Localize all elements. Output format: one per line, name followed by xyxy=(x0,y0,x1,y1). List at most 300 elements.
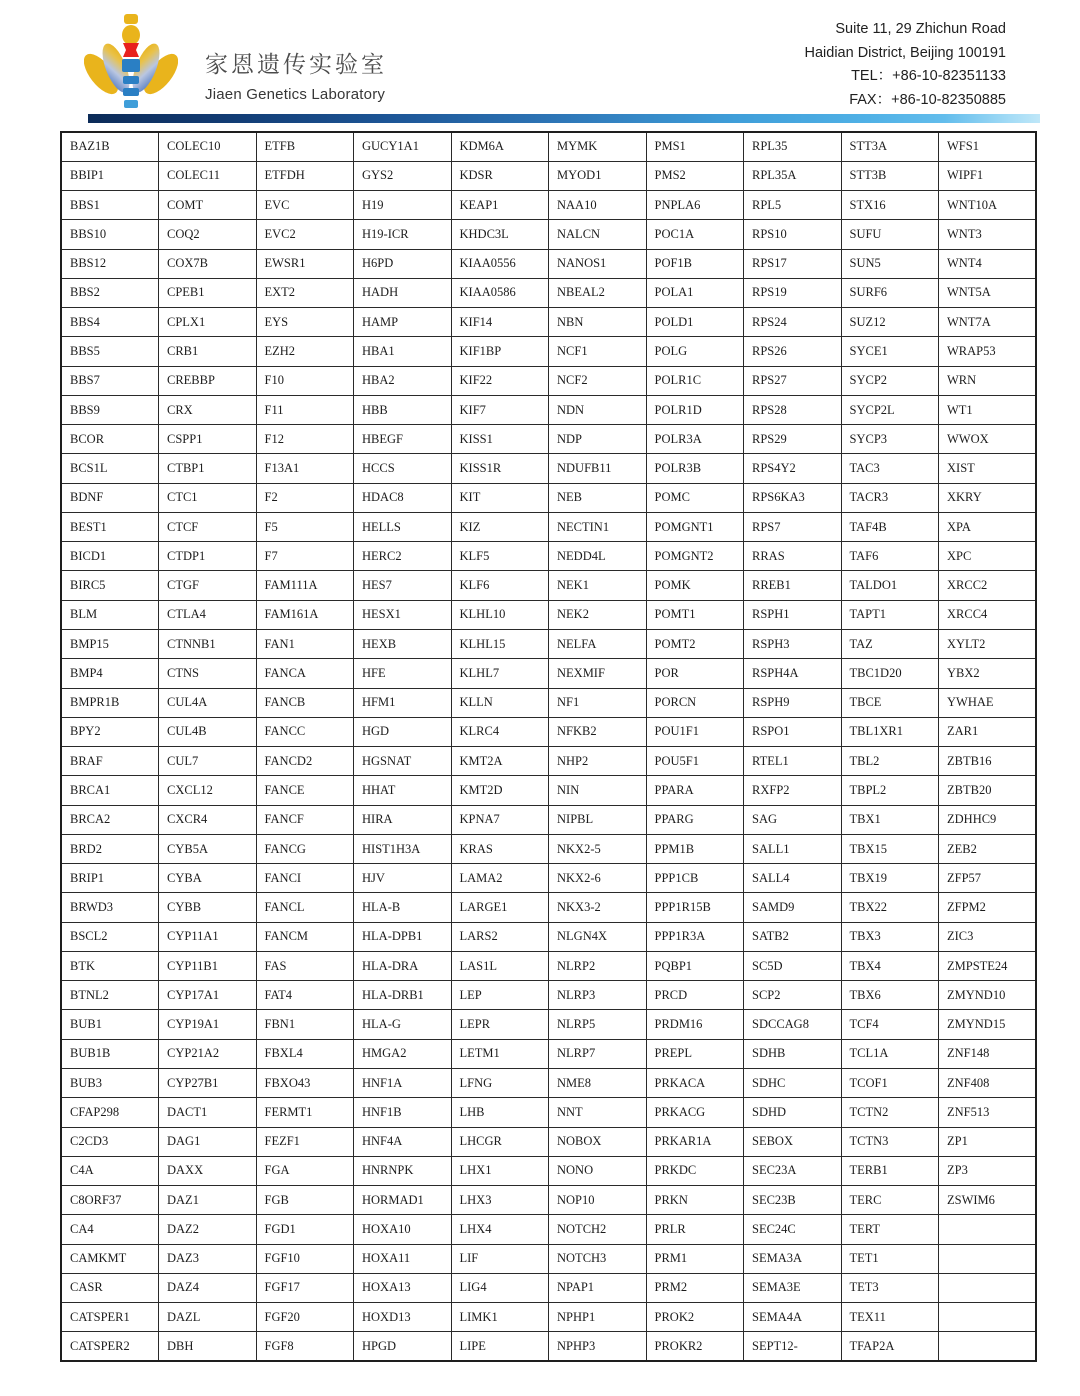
gene-cell: RSPH1 xyxy=(744,600,842,629)
table-row xyxy=(61,981,1036,1010)
gene-cell: PRKACA xyxy=(646,1069,744,1098)
gene-cell: WT1 xyxy=(939,395,1037,424)
table-row xyxy=(61,395,1036,424)
gene-cell: LHX1 xyxy=(451,1156,549,1185)
gene-cell: FGB xyxy=(256,1186,354,1215)
gene-cell: CATSPER2 xyxy=(61,1332,159,1361)
gene-cell: EWSR1 xyxy=(256,249,354,278)
gene-cell: TERB1 xyxy=(841,1156,939,1185)
gene-cell: ZMYND10 xyxy=(939,981,1037,1010)
gene-cell: KLRC4 xyxy=(451,717,549,746)
gene-cell: NELFA xyxy=(549,630,647,659)
gene-cell: ETFB xyxy=(256,132,354,161)
gene-cell: COLEC11 xyxy=(159,161,257,190)
gene-cell: LHCGR xyxy=(451,1127,549,1156)
gene-cell: PPP1CB xyxy=(646,864,744,893)
gene-cell: PRKACG xyxy=(646,1098,744,1127)
contact-tel: TEL：+86-10-82351133 xyxy=(851,68,1006,84)
gene-cell: F11 xyxy=(256,395,354,424)
gene-cell: BBS2 xyxy=(61,278,159,307)
table-row xyxy=(61,834,1036,863)
gene-cell: CXCL12 xyxy=(159,776,257,805)
gene-cell: NHP2 xyxy=(549,747,647,776)
gene-cell: KEAP1 xyxy=(451,191,549,220)
gene-cell: TBX6 xyxy=(841,981,939,1010)
gene-cell: HES7 xyxy=(354,571,452,600)
gene-cell: BMP15 xyxy=(61,630,159,659)
gene-cell: ZEB2 xyxy=(939,834,1037,863)
gene-cell: PRKN xyxy=(646,1186,744,1215)
gene-cell: KLHL7 xyxy=(451,659,549,688)
gene-cell: XRCC2 xyxy=(939,571,1037,600)
table-row xyxy=(61,922,1036,951)
table-row xyxy=(61,1273,1036,1302)
table-row xyxy=(61,425,1036,454)
gene-cell: FAN1 xyxy=(256,630,354,659)
gene-cell: KIF22 xyxy=(451,366,549,395)
gene-cell: POR xyxy=(646,659,744,688)
gene-cell: TALDO1 xyxy=(841,571,939,600)
table-row xyxy=(61,278,1036,307)
gene-cell: BTNL2 xyxy=(61,981,159,1010)
gene-cell: TAZ xyxy=(841,630,939,659)
gene-cell: ZMPSTE24 xyxy=(939,951,1037,980)
gene-cell: XPA xyxy=(939,512,1037,541)
gene-cell: CYB5A xyxy=(159,834,257,863)
gene-cell: TERT xyxy=(841,1215,939,1244)
gene-cell: CREBBP xyxy=(159,366,257,395)
gene-cell: NIN xyxy=(549,776,647,805)
gene-cell: HFE xyxy=(354,659,452,688)
gene-cell: DBH xyxy=(159,1332,257,1361)
gene-cell: CRB1 xyxy=(159,337,257,366)
gene-cell: POMK xyxy=(646,571,744,600)
gene-cell: BRCA2 xyxy=(61,805,159,834)
table-row xyxy=(61,1039,1036,1068)
gene-cell: ZDHHC9 xyxy=(939,805,1037,834)
gene-cell: RPS10 xyxy=(744,220,842,249)
gene-cell: XPC xyxy=(939,542,1037,571)
gene-cell: PRCD xyxy=(646,981,744,1010)
gene-cell: KLF5 xyxy=(451,542,549,571)
gene-cell: HLA-DPB1 xyxy=(354,922,452,951)
gene-cell: HBEGF xyxy=(354,425,452,454)
gene-cell: RSPH3 xyxy=(744,630,842,659)
gene-cell: HEXB xyxy=(354,630,452,659)
gene-cell: RXFP2 xyxy=(744,776,842,805)
table-row xyxy=(61,688,1036,717)
gene-cell: BRIP1 xyxy=(61,864,159,893)
gene-cell: C4A xyxy=(61,1156,159,1185)
gene-cell: TBL2 xyxy=(841,747,939,776)
gene-cell: PPP1R3A xyxy=(646,922,744,951)
gene-cell: LIF xyxy=(451,1244,549,1273)
gene-cell: POF1B xyxy=(646,249,744,278)
gene-cell: TCTN3 xyxy=(841,1127,939,1156)
gene-cell: TACR3 xyxy=(841,483,939,512)
gene-cell: WRN xyxy=(939,366,1037,395)
gene-cell: TFAP2A xyxy=(841,1332,939,1361)
gene-cell: RPS27 xyxy=(744,366,842,395)
gene-cell: ZFP57 xyxy=(939,864,1037,893)
gene-cell: SC5D xyxy=(744,951,842,980)
gene-cell: FANCB xyxy=(256,688,354,717)
gene-cell: FANCG xyxy=(256,834,354,863)
gene-cell: POMC xyxy=(646,483,744,512)
gene-cell: KIF1BP xyxy=(451,337,549,366)
gene-cell: CTNNB1 xyxy=(159,630,257,659)
gene-cell: RPL5 xyxy=(744,191,842,220)
gene-cell: TBX15 xyxy=(841,834,939,863)
gene-cell: SEMA4A xyxy=(744,1303,842,1332)
gene-cell: RPL35A xyxy=(744,161,842,190)
gene-cell: GYS2 xyxy=(354,161,452,190)
gene-cell: BBS1 xyxy=(61,191,159,220)
gene-cell: NFKB2 xyxy=(549,717,647,746)
table-row xyxy=(61,1244,1036,1273)
gene-cell: POMGNT2 xyxy=(646,542,744,571)
gene-cell: KMT2A xyxy=(451,747,549,776)
gene-cell: PQBP1 xyxy=(646,951,744,980)
table-row xyxy=(61,220,1036,249)
gene-cell: BBS12 xyxy=(61,249,159,278)
gene-cell: POU5F1 xyxy=(646,747,744,776)
gene-cell: LARS2 xyxy=(451,922,549,951)
gene-cell: NBEAL2 xyxy=(549,278,647,307)
gene-cell: CYP27B1 xyxy=(159,1069,257,1098)
empty-cell xyxy=(939,1244,1037,1273)
gene-cell: NCF1 xyxy=(549,337,647,366)
gene-cell: F2 xyxy=(256,483,354,512)
gene-cell: FGF10 xyxy=(256,1244,354,1273)
gene-cell: TBPL2 xyxy=(841,776,939,805)
gene-cell: F5 xyxy=(256,512,354,541)
gene-cell: BCOR xyxy=(61,425,159,454)
gene-cell: NPAP1 xyxy=(549,1273,647,1302)
gene-cell: PNPLA6 xyxy=(646,191,744,220)
gene-cell: PORCN xyxy=(646,688,744,717)
gene-cell: CTDP1 xyxy=(159,542,257,571)
table-row xyxy=(61,454,1036,483)
gene-cell: NANOS1 xyxy=(549,249,647,278)
gene-cell: HLA-DRB1 xyxy=(354,981,452,1010)
gene-cell: SYCE1 xyxy=(841,337,939,366)
gene-cell: CYBA xyxy=(159,864,257,893)
gene-cell: CYBB xyxy=(159,893,257,922)
org-name-english: Jiaen Genetics Laboratory xyxy=(205,86,386,103)
gene-cell: NEXMIF xyxy=(549,659,647,688)
gene-cell: KIZ xyxy=(451,512,549,541)
gene-cell: HOXA11 xyxy=(354,1244,452,1273)
gene-cell: POLR3A xyxy=(646,425,744,454)
table-row xyxy=(61,249,1036,278)
gene-cell: FAM161A xyxy=(256,600,354,629)
gene-cell: SEPT12- xyxy=(744,1332,842,1361)
gene-cell: KLHL15 xyxy=(451,630,549,659)
gene-cell: NALCN xyxy=(549,220,647,249)
gene-cell: TEX11 xyxy=(841,1303,939,1332)
gene-cell: TCL1A xyxy=(841,1039,939,1068)
gene-cell: POMT1 xyxy=(646,600,744,629)
gene-cell: HNF1A xyxy=(354,1069,452,1098)
table-row xyxy=(61,1098,1036,1127)
gene-cell: FANCD2 xyxy=(256,747,354,776)
gene-cell: CYP11B1 xyxy=(159,951,257,980)
gene-cell: BIRC5 xyxy=(61,571,159,600)
gene-cell: SDHD xyxy=(744,1098,842,1127)
gene-cell: NEDD4L xyxy=(549,542,647,571)
gene-cell: WNT3 xyxy=(939,220,1037,249)
gene-table xyxy=(60,131,1037,1362)
gene-cell: NF1 xyxy=(549,688,647,717)
gene-cell: DAZ1 xyxy=(159,1186,257,1215)
gene-cell: CATSPER1 xyxy=(61,1303,159,1332)
gene-cell: HGD xyxy=(354,717,452,746)
table-row xyxy=(61,659,1036,688)
gene-cell: TERC xyxy=(841,1186,939,1215)
gene-cell: HFM1 xyxy=(354,688,452,717)
gene-cell: COLEC10 xyxy=(159,132,257,161)
gene-cell: NPHP1 xyxy=(549,1303,647,1332)
gene-cell: HBB xyxy=(354,395,452,424)
gene-cell: BBS9 xyxy=(61,395,159,424)
gene-cell: LARGE1 xyxy=(451,893,549,922)
gene-cell: RPS29 xyxy=(744,425,842,454)
gene-cell: NDUFB11 xyxy=(549,454,647,483)
gene-cell: NOBOX xyxy=(549,1127,647,1156)
gene-cell: C8ORF37 xyxy=(61,1186,159,1215)
gene-cell: HHAT xyxy=(354,776,452,805)
gene-cell: ZNF148 xyxy=(939,1039,1037,1068)
gene-cell: TBL1XR1 xyxy=(841,717,939,746)
gene-cell: MYOD1 xyxy=(549,161,647,190)
gene-cell: BBS7 xyxy=(61,366,159,395)
gene-cell: BLM xyxy=(61,600,159,629)
gene-cell: NCF2 xyxy=(549,366,647,395)
contact-address-line2: Haidian District, Beijing 100191 xyxy=(804,44,1006,61)
gene-cell: PRDM16 xyxy=(646,1010,744,1039)
gene-cell: PROKR2 xyxy=(646,1332,744,1361)
gene-cell: KDM6A xyxy=(451,132,549,161)
gene-cell: NECTIN1 xyxy=(549,512,647,541)
gene-cell: KIF7 xyxy=(451,395,549,424)
table-row xyxy=(61,337,1036,366)
gene-cell: ETFDH xyxy=(256,161,354,190)
gene-cell: BUB1 xyxy=(61,1010,159,1039)
gene-cell: HBA2 xyxy=(354,366,452,395)
gene-cell: HAMP xyxy=(354,308,452,337)
gene-cell: RPS28 xyxy=(744,395,842,424)
gene-cell: HNF4A xyxy=(354,1127,452,1156)
gene-cell: FAS xyxy=(256,951,354,980)
gene-cell: SEC23B xyxy=(744,1186,842,1215)
gene-cell: RPS6KA3 xyxy=(744,483,842,512)
gene-cell: BBS5 xyxy=(61,337,159,366)
gene-cell: FANCI xyxy=(256,864,354,893)
gene-cell: COQ2 xyxy=(159,220,257,249)
gene-cell: CPEB1 xyxy=(159,278,257,307)
gene-cell: KISS1 xyxy=(451,425,549,454)
gene-cell: NME8 xyxy=(549,1069,647,1098)
gene-cell: RPL35 xyxy=(744,132,842,161)
gene-cell: EVC xyxy=(256,191,354,220)
gene-cell: F12 xyxy=(256,425,354,454)
gene-cell: RTEL1 xyxy=(744,747,842,776)
gene-cell: POLR3B xyxy=(646,454,744,483)
gene-cell: FBN1 xyxy=(256,1010,354,1039)
gene-cell: HCCS xyxy=(354,454,452,483)
gene-cell: DAG1 xyxy=(159,1127,257,1156)
table-row xyxy=(61,1010,1036,1039)
gene-cell: NLGN4X xyxy=(549,922,647,951)
gene-cell: FBXO43 xyxy=(256,1069,354,1098)
table-row xyxy=(61,717,1036,746)
gene-cell: STT3B xyxy=(841,161,939,190)
gene-cell: C2CD3 xyxy=(61,1127,159,1156)
gene-cell: WIPF1 xyxy=(939,161,1037,190)
table-row xyxy=(61,1215,1036,1244)
gene-cell: TCOF1 xyxy=(841,1069,939,1098)
gene-cell: LHX3 xyxy=(451,1186,549,1215)
gene-cell: HIRA xyxy=(354,805,452,834)
gene-cell: RSPH9 xyxy=(744,688,842,717)
gene-cell: ZNF513 xyxy=(939,1098,1037,1127)
gene-cell: ZMYND15 xyxy=(939,1010,1037,1039)
gene-cell: HLA-DRA xyxy=(354,951,452,980)
gene-cell: BRCA1 xyxy=(61,776,159,805)
gene-cell: CYP19A1 xyxy=(159,1010,257,1039)
table-row xyxy=(61,1156,1036,1185)
gene-cell: FGF20 xyxy=(256,1303,354,1332)
gene-cell: POMGNT1 xyxy=(646,512,744,541)
gene-cell: FGF8 xyxy=(256,1332,354,1361)
gene-cell: PPP1R15B xyxy=(646,893,744,922)
gene-cell: RSPH4A xyxy=(744,659,842,688)
gene-cell: NOTCH2 xyxy=(549,1215,647,1244)
gene-cell: BMP4 xyxy=(61,659,159,688)
gene-cell: DAXX xyxy=(159,1156,257,1185)
gene-cell: FGD1 xyxy=(256,1215,354,1244)
gene-cell: ZP3 xyxy=(939,1156,1037,1185)
gene-cell: EZH2 xyxy=(256,337,354,366)
gene-cell: TAPT1 xyxy=(841,600,939,629)
gene-cell: WNT10A xyxy=(939,191,1037,220)
gene-cell: PPM1B xyxy=(646,834,744,863)
gene-cell: FAM111A xyxy=(256,571,354,600)
gene-cell: STX16 xyxy=(841,191,939,220)
gene-cell: RPS4Y2 xyxy=(744,454,842,483)
gene-cell: DAZ4 xyxy=(159,1273,257,1302)
gene-cell: NKX2-5 xyxy=(549,834,647,863)
gene-cell: SEMA3E xyxy=(744,1273,842,1302)
gene-cell: TBC1D20 xyxy=(841,659,939,688)
gene-cell: SYCP3 xyxy=(841,425,939,454)
table-row xyxy=(61,366,1036,395)
org-names xyxy=(205,46,387,103)
gene-cell: HJV xyxy=(354,864,452,893)
gene-cell: F7 xyxy=(256,542,354,571)
gene-cell: POLR1D xyxy=(646,395,744,424)
gene-cell: CTCF xyxy=(159,512,257,541)
gene-cell: BRD2 xyxy=(61,834,159,863)
table-row xyxy=(61,864,1036,893)
table-row xyxy=(61,512,1036,541)
gene-cell: SUN5 xyxy=(841,249,939,278)
gene-cell: HIST1H3A xyxy=(354,834,452,863)
gene-cell: FEZF1 xyxy=(256,1127,354,1156)
gene-cell: HDAC8 xyxy=(354,483,452,512)
table-row xyxy=(61,571,1036,600)
gene-cell: DAZ3 xyxy=(159,1244,257,1273)
gene-cell: F13A1 xyxy=(256,454,354,483)
gene-cell: BICD1 xyxy=(61,542,159,571)
gene-cell: CXCR4 xyxy=(159,805,257,834)
gene-cell: NLRP3 xyxy=(549,981,647,1010)
gene-cell: BBS4 xyxy=(61,308,159,337)
gene-cell: ZIC3 xyxy=(939,922,1037,951)
gene-cell: CTBP1 xyxy=(159,454,257,483)
gene-cell: FANCA xyxy=(256,659,354,688)
gene-cell: SCP2 xyxy=(744,981,842,1010)
gene-cell: NLRP2 xyxy=(549,951,647,980)
gene-cell: XRCC4 xyxy=(939,600,1037,629)
gene-cell: SEC24C xyxy=(744,1215,842,1244)
gene-cell: CA4 xyxy=(61,1215,159,1244)
gene-cell: TET1 xyxy=(841,1244,939,1273)
gene-cell: PRM2 xyxy=(646,1273,744,1302)
gene-cell: COMT xyxy=(159,191,257,220)
gene-cell: RPS24 xyxy=(744,308,842,337)
gene-cell: WRAP53 xyxy=(939,337,1037,366)
gene-cell: SUZ12 xyxy=(841,308,939,337)
gene-cell: SDHC xyxy=(744,1069,842,1098)
gene-cell: PROK2 xyxy=(646,1303,744,1332)
gene-cell: KIF14 xyxy=(451,308,549,337)
gene-cell: CUL4A xyxy=(159,688,257,717)
gene-cell: TAF4B xyxy=(841,512,939,541)
gene-cell: PPARA xyxy=(646,776,744,805)
gene-cell: HESX1 xyxy=(354,600,452,629)
gene-cell: CASR xyxy=(61,1273,159,1302)
gene-cell: ZBTB16 xyxy=(939,747,1037,776)
gene-cell: HLA-G xyxy=(354,1010,452,1039)
gene-cell: TBX19 xyxy=(841,864,939,893)
gene-cell: SAMD9 xyxy=(744,893,842,922)
gene-cell: FAT4 xyxy=(256,981,354,1010)
gene-cell: POLA1 xyxy=(646,278,744,307)
gene-cell: SYCP2L xyxy=(841,395,939,424)
gene-cell: YBX2 xyxy=(939,659,1037,688)
gene-cell: SAG xyxy=(744,805,842,834)
gene-cell: LAMA2 xyxy=(451,864,549,893)
gene-cell: KLLN xyxy=(451,688,549,717)
gene-cell: XKRY xyxy=(939,483,1037,512)
org-name-chinese: 家恩遗传实验室 xyxy=(205,51,387,77)
gene-cell: FBXL4 xyxy=(256,1039,354,1068)
gene-cell: EYS xyxy=(256,308,354,337)
table-row xyxy=(61,951,1036,980)
gene-cell: CSPP1 xyxy=(159,425,257,454)
gene-cell: CYP11A1 xyxy=(159,922,257,951)
gene-cell: DAZL xyxy=(159,1303,257,1332)
gene-cell: HOXD13 xyxy=(354,1303,452,1332)
table-row xyxy=(61,747,1036,776)
gene-cell: TBCE xyxy=(841,688,939,717)
gene-cell: HOXA13 xyxy=(354,1273,452,1302)
gene-cell: DACT1 xyxy=(159,1098,257,1127)
gene-cell: KIAA0556 xyxy=(451,249,549,278)
gene-cell: HORMAD1 xyxy=(354,1186,452,1215)
